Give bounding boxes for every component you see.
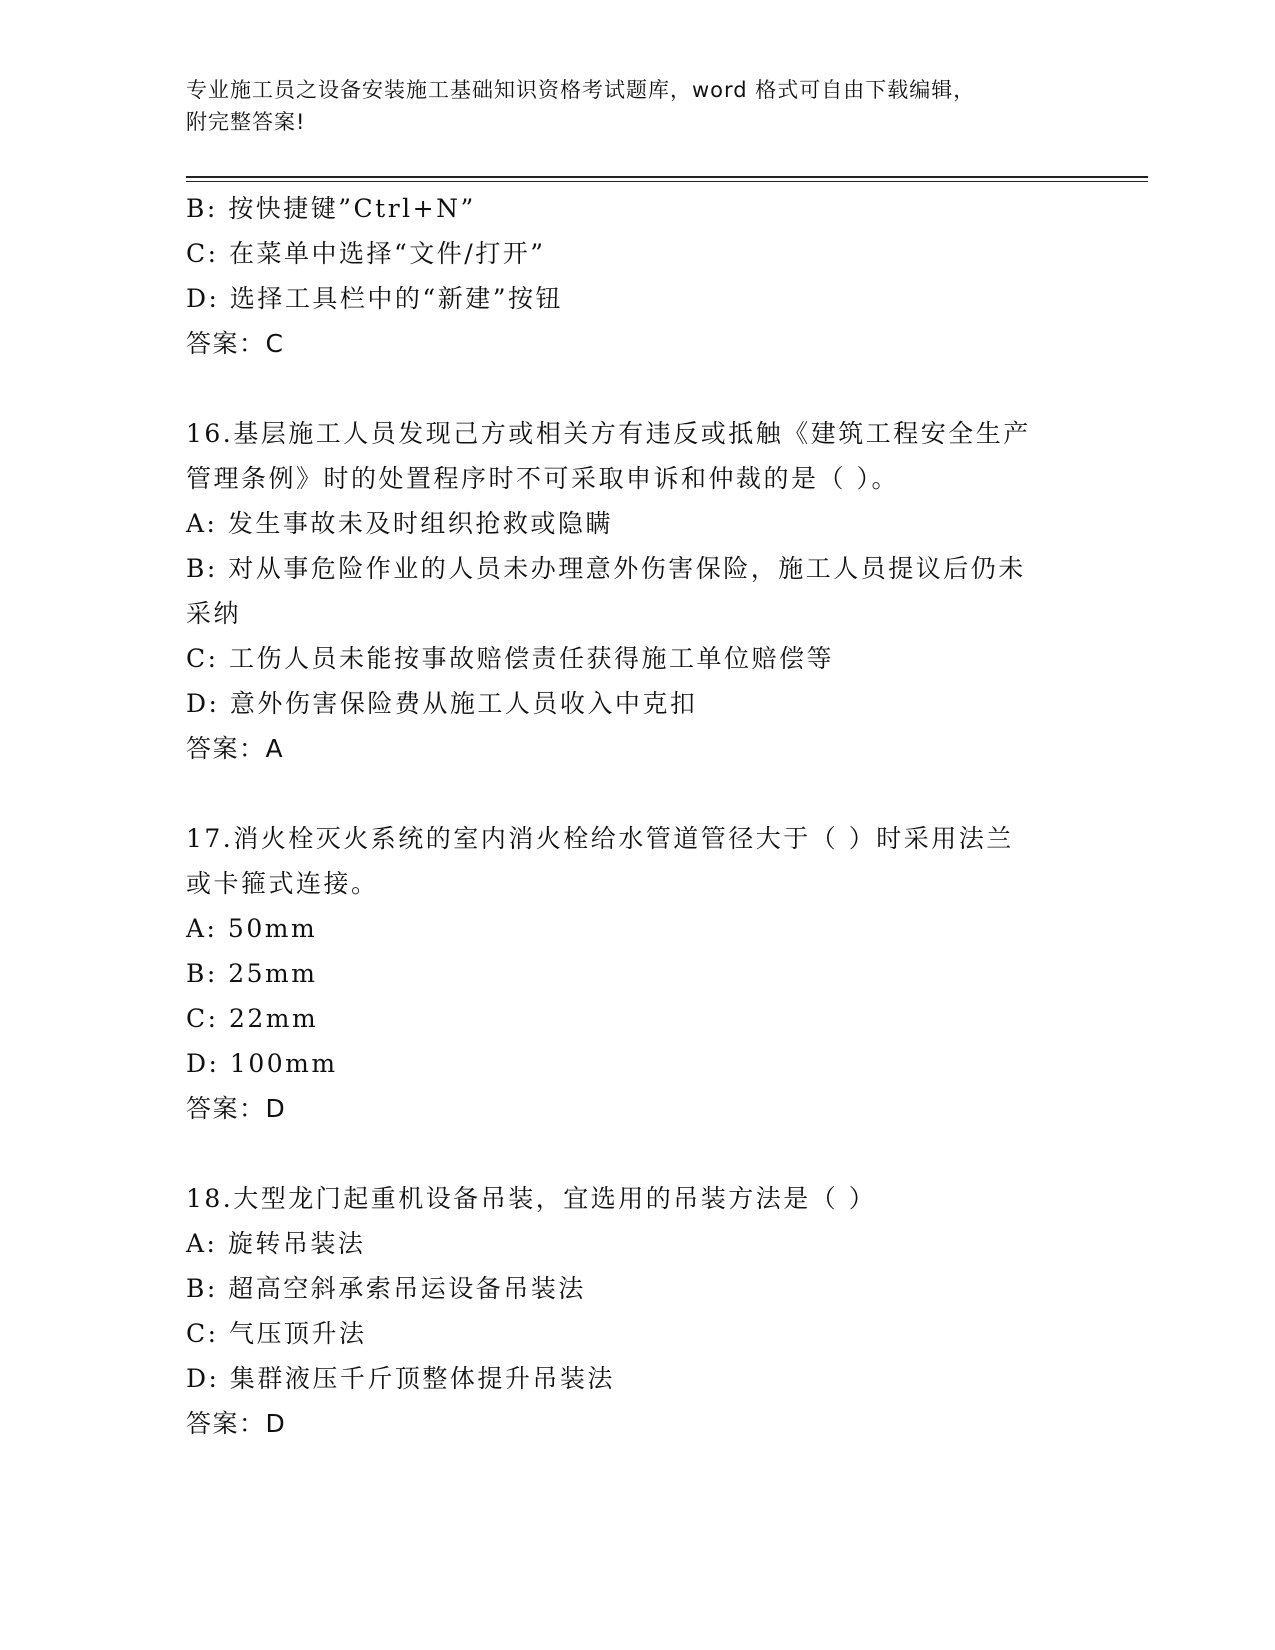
option-b: B: 超高空斜承索吊运设备吊装法 <box>186 1274 586 1303</box>
option-c: C: 工伤人员未能按事故赔偿责任获得施工单位赔偿等 <box>186 644 835 673</box>
header-divider <box>186 176 1148 178</box>
option-d: D: 100mm <box>186 1049 338 1078</box>
option-c: C: 在菜单中选择“文件/打开” <box>186 239 546 268</box>
option-d: D: 选择工具栏中的“新建”按钮 <box>186 284 563 313</box>
option-c: C: 气压顶升法 <box>186 1319 367 1348</box>
question-stem: 17.消火栓灭火系统的室内消火栓给水管道管径大于（ ）时采用法兰 <box>186 824 1014 853</box>
question-block-15 <box>186 186 1086 366</box>
option-a: A: 50mm <box>186 914 318 943</box>
answer-line: 答案：D <box>186 1094 287 1123</box>
option-a: A: 发生事故未及时组织抢救或隐瞒 <box>186 509 613 538</box>
question-stem: 16.基层施工人员发现己方或相关方有违反或抵触《建筑工程安全生产 <box>186 419 1031 448</box>
answer-line: 答案：C <box>186 329 285 358</box>
option-b-continued: 采纳 <box>186 599 242 628</box>
header-divider-thin <box>186 181 1148 182</box>
page-header <box>186 74 1066 138</box>
option-b: B: 25mm <box>186 959 318 988</box>
header-line: 专业施工员之设备安装施工基础知识资格考试题库，word 格式可自由下载编辑， <box>186 78 976 102</box>
option-a: A: 旋转吊装法 <box>186 1229 366 1258</box>
answer-line: 答案：A <box>186 734 285 763</box>
answer-line: 答案：D <box>186 1409 287 1438</box>
question-block-18 <box>186 1176 1086 1446</box>
option-c: C: 22mm <box>186 1004 319 1033</box>
option-b: B: 按快捷键”Ctrl+N” <box>186 194 476 223</box>
question-stem: 18.大型龙门起重机设备吊装，宜选用的吊装方法是（ ） <box>186 1184 877 1213</box>
option-b: B: 对从事危险作业的人员未办理意外伤害保险，施工人员提议后仍未 <box>186 554 1026 583</box>
question-list <box>186 186 1086 1446</box>
question-stem: 管理条例》时的处置程序时不可采取申诉和仲裁的是（ ）。 <box>186 464 899 493</box>
header-line: 附完整答案! <box>186 110 306 134</box>
option-d: D: 意外伤害保险费从施工人员收入中克扣 <box>186 689 698 718</box>
question-stem: 或卡箍式连接。 <box>186 869 379 898</box>
question-block-16 <box>186 411 1086 771</box>
option-d: D: 集群液压千斤顶整体提升吊装法 <box>186 1364 615 1393</box>
question-block-17 <box>186 816 1086 1131</box>
